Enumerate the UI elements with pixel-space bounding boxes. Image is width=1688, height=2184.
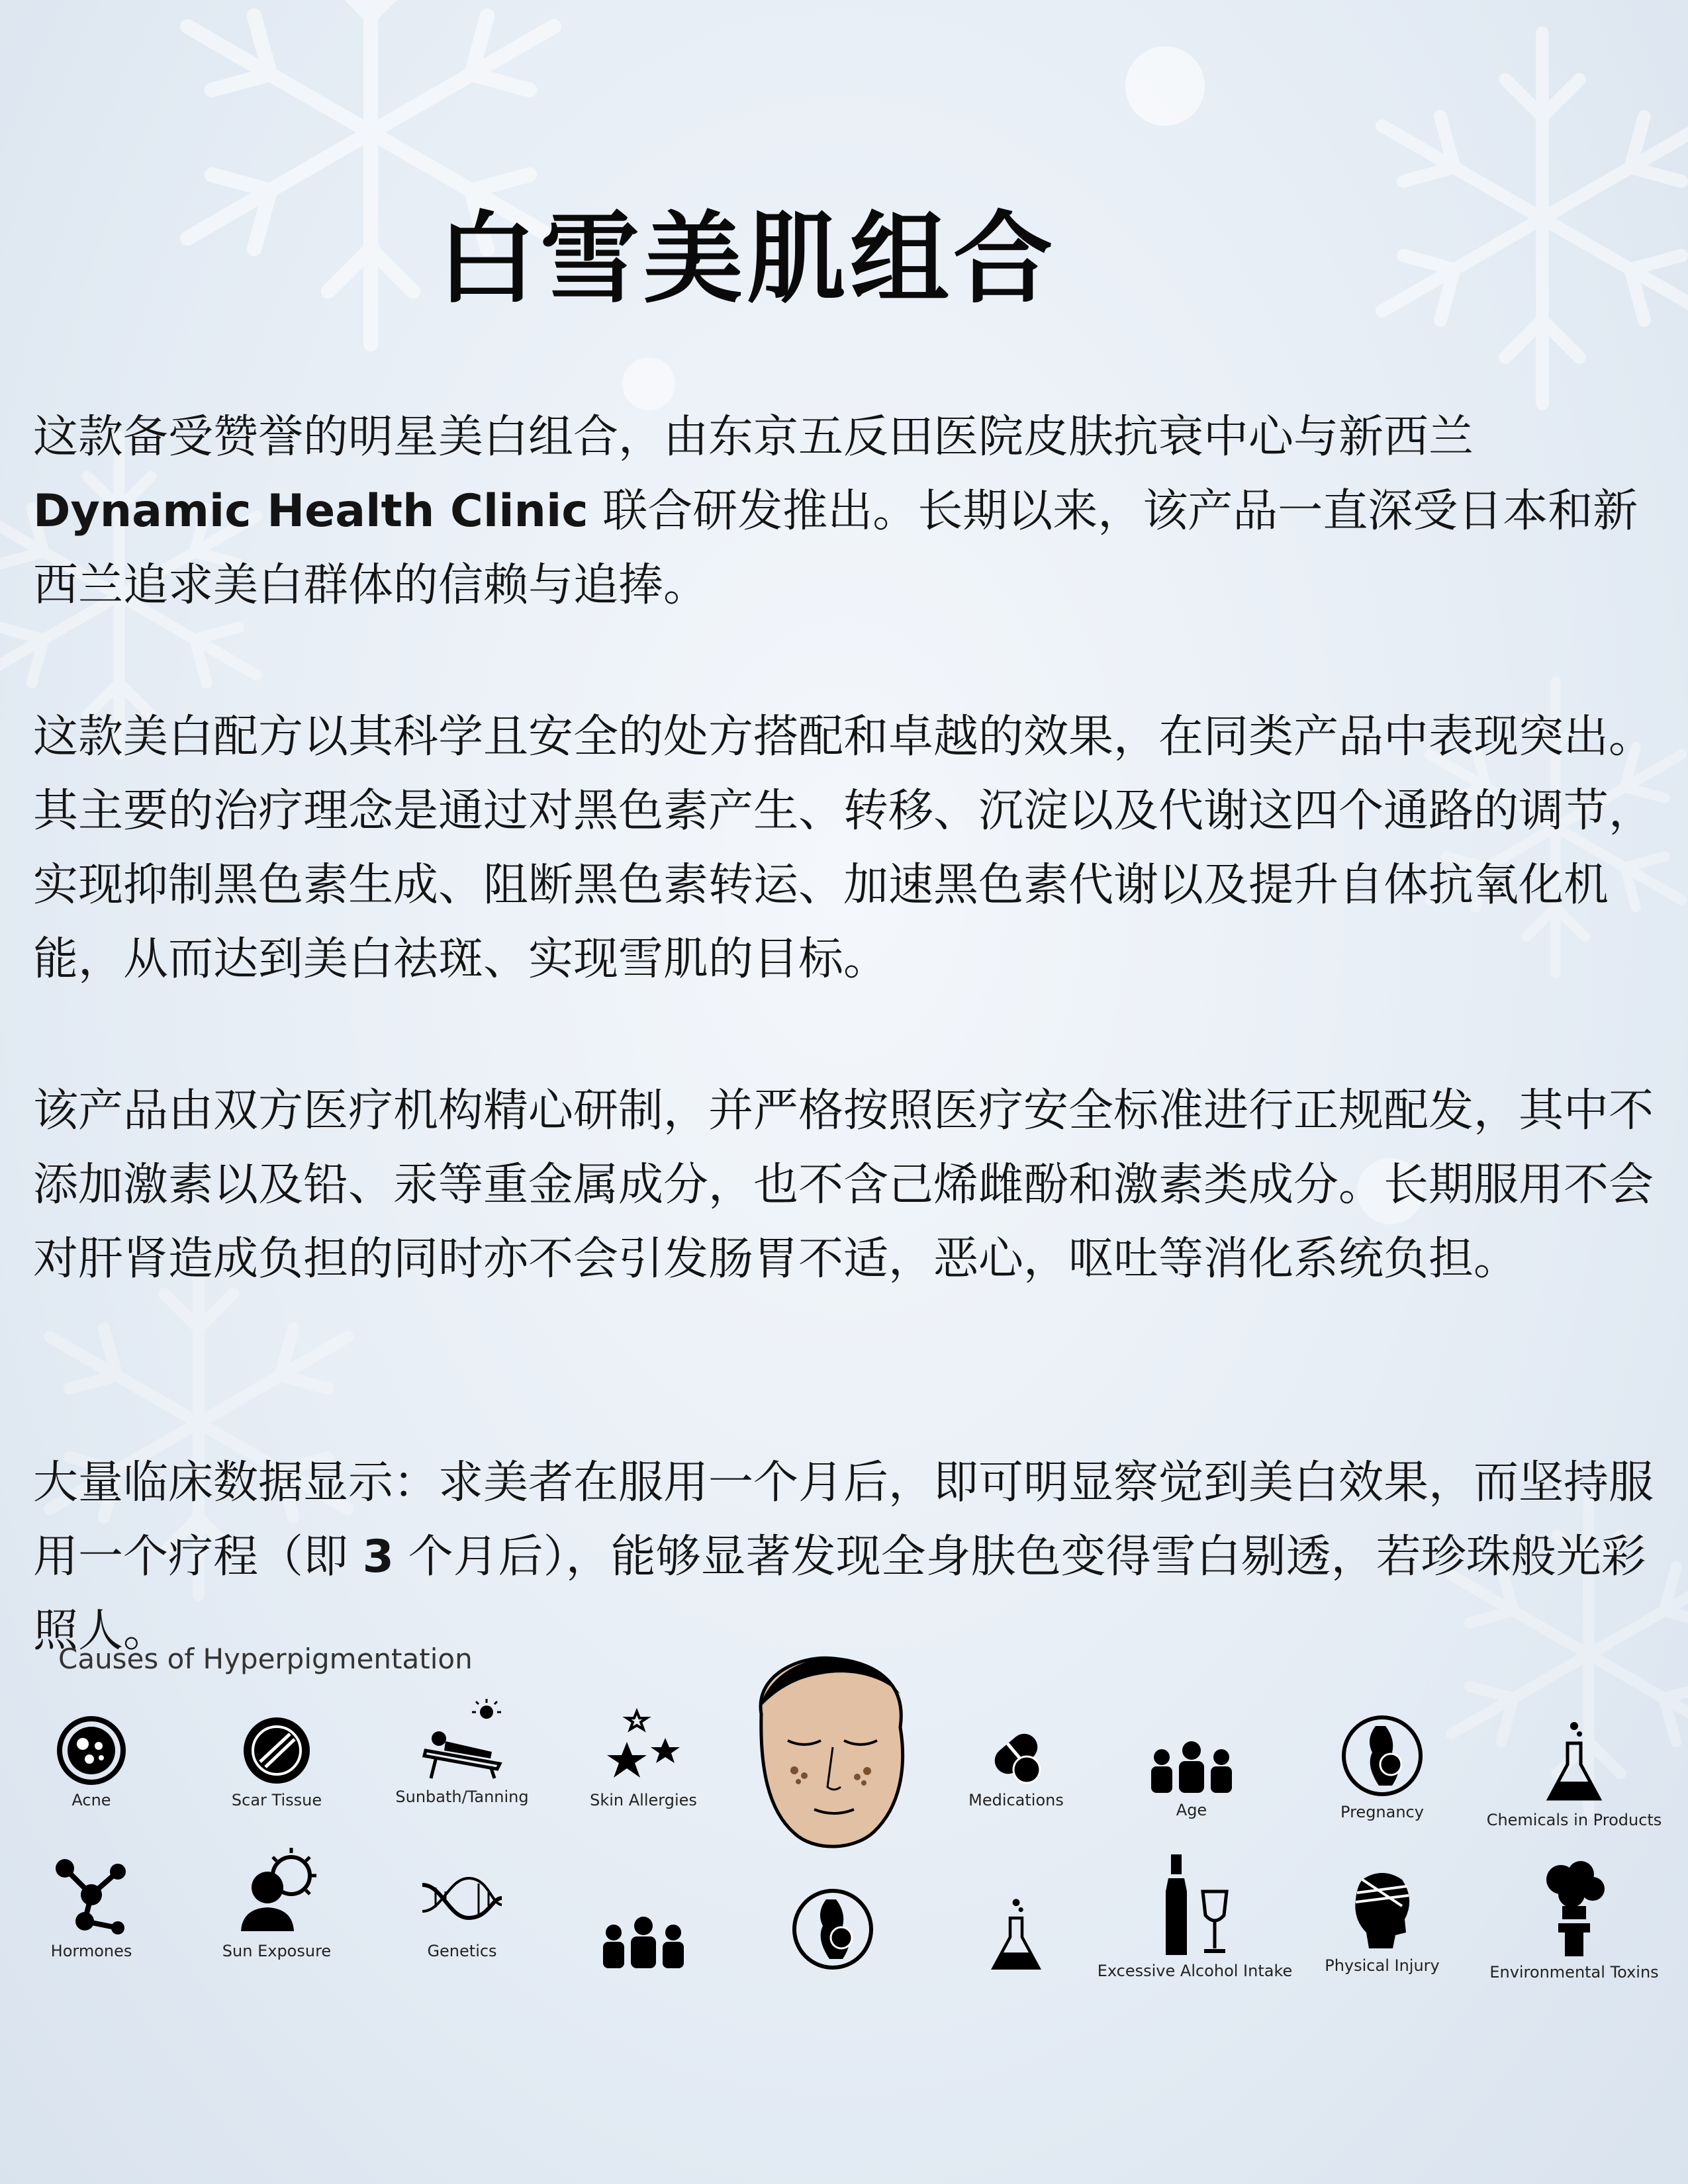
cause-label: Pregnancy [1340, 1803, 1424, 1821]
cause-label: Skin Allergies [590, 1791, 697, 1809]
intro-text-lead: 这款备受赞誉的明星美白组合，由东京五反田医院皮肤抗衰中心与新西兰 [33, 411, 1474, 463]
sunbath-icon [412, 1698, 512, 1784]
cause-sunbath [363, 1698, 561, 1806]
cause-label: Genetics [427, 1942, 497, 1960]
cause-label: Sun Exposure [222, 1942, 332, 1960]
cause-hormones [0, 1852, 191, 1960]
causes-heading: Causes of Hyperpigmentation [58, 1643, 473, 1675]
people-icon [1142, 1731, 1241, 1797]
cause-label: Sunbath/Tanning [395, 1788, 529, 1806]
course-months: 3 [362, 1531, 394, 1583]
cause-medications [917, 1721, 1115, 1809]
pill-icon [983, 1721, 1049, 1787]
flask-icon [1541, 1721, 1607, 1807]
factory-smoke-icon [1534, 1860, 1614, 1959]
cause-acne [0, 1714, 191, 1809]
flask-icon [986, 1897, 1046, 1976]
cause-flask-icon [917, 1897, 1115, 1976]
face-illustration [741, 1655, 920, 1860]
clinical-text-rest: 个月后），能够显著发现全身肤色变得雪白剔透，若珍珠般光彩照人。 [33, 1531, 1646, 1657]
formula-paragraph: 这款美白配方以其科学且安全的处方搭配和卓越的效果，在同类产品中表现突出。其主要的治疗理念是通过对黑色素产生、转移、沉淀以及代谢这四个通路的调节，实现抑制黑色素生成、阻断黑色素转运、加速黑色素代谢以及提升自体抗氧化机能，从而达到美白祛斑、实现雪肌的目标。 [33, 711, 1654, 985]
cause-injury [1283, 1866, 1481, 1975]
pregnancy-icon [790, 1886, 876, 1972]
cause-label: Medications [968, 1791, 1064, 1809]
clinic-name: Dynamic Health Clinic [33, 485, 588, 537]
cause-label: Environmental Toxins [1489, 1963, 1659, 1981]
cause-label: Age [1176, 1801, 1207, 1819]
clinical-text-lead: 大量临床数据显示：求美者在服用一个月后，即可明显察觉到美白效果，而坚持服用一个疗程（即 [33, 1457, 1654, 1583]
injury-icon [1342, 1866, 1422, 1952]
cause-pregnancy [1283, 1713, 1481, 1821]
clinical-data-paragraph [33, 1446, 1662, 1668]
cause-genetics [363, 1865, 561, 1960]
cause-allergies [544, 1707, 743, 1809]
cause-chemicals [1475, 1721, 1673, 1829]
cause-alcohol [1096, 1852, 1294, 1980]
people-icon [594, 1906, 693, 1972]
cause-label: Acne [71, 1791, 111, 1809]
intro-text-rest: 联合研发推出。长期以来，该产品一直深受日本和新西兰追求美白群体的信赖与追捧。 [33, 485, 1638, 612]
cause-sun [177, 1845, 376, 1960]
acne-icon [55, 1714, 128, 1787]
molecule-icon [48, 1852, 134, 1938]
cause-label: Scar Tissue [231, 1791, 322, 1809]
wine-icon [1155, 1852, 1235, 1958]
page-title: 白雪美肌组合 [437, 202, 1057, 317]
cause-group-icon [544, 1906, 743, 1972]
cause-toxins [1475, 1860, 1673, 1981]
cause-label: Hormones [50, 1942, 132, 1960]
allergy-icon [600, 1707, 686, 1787]
cause-label: Physical Injury [1325, 1956, 1440, 1975]
cause-pregnancy-icon [733, 1886, 932, 1972]
dna-icon [416, 1865, 508, 1938]
cause-label: Excessive Alcohol Intake [1097, 1962, 1293, 1980]
intro-paragraph [33, 400, 1662, 623]
sun-exposure-icon [230, 1845, 323, 1938]
cause-label: Chemicals in Products [1486, 1811, 1662, 1829]
pregnancy-icon [1339, 1713, 1425, 1799]
cause-scar [177, 1714, 376, 1809]
scar-icon [240, 1714, 313, 1787]
safety-paragraph: 该产品由双方医疗机构精心研制，并严格按照医疗安全标准进行正规配发，其中不添加激素以及铅、汞等重金属成分，也不含己烯雌酚和激素类成分。长期服用不会对肝肾造成负担的同时亦不会引发肠胃不适，恶心，呕吐等消化系统负担。 [33, 1085, 1654, 1285]
cause-age [1092, 1731, 1291, 1819]
